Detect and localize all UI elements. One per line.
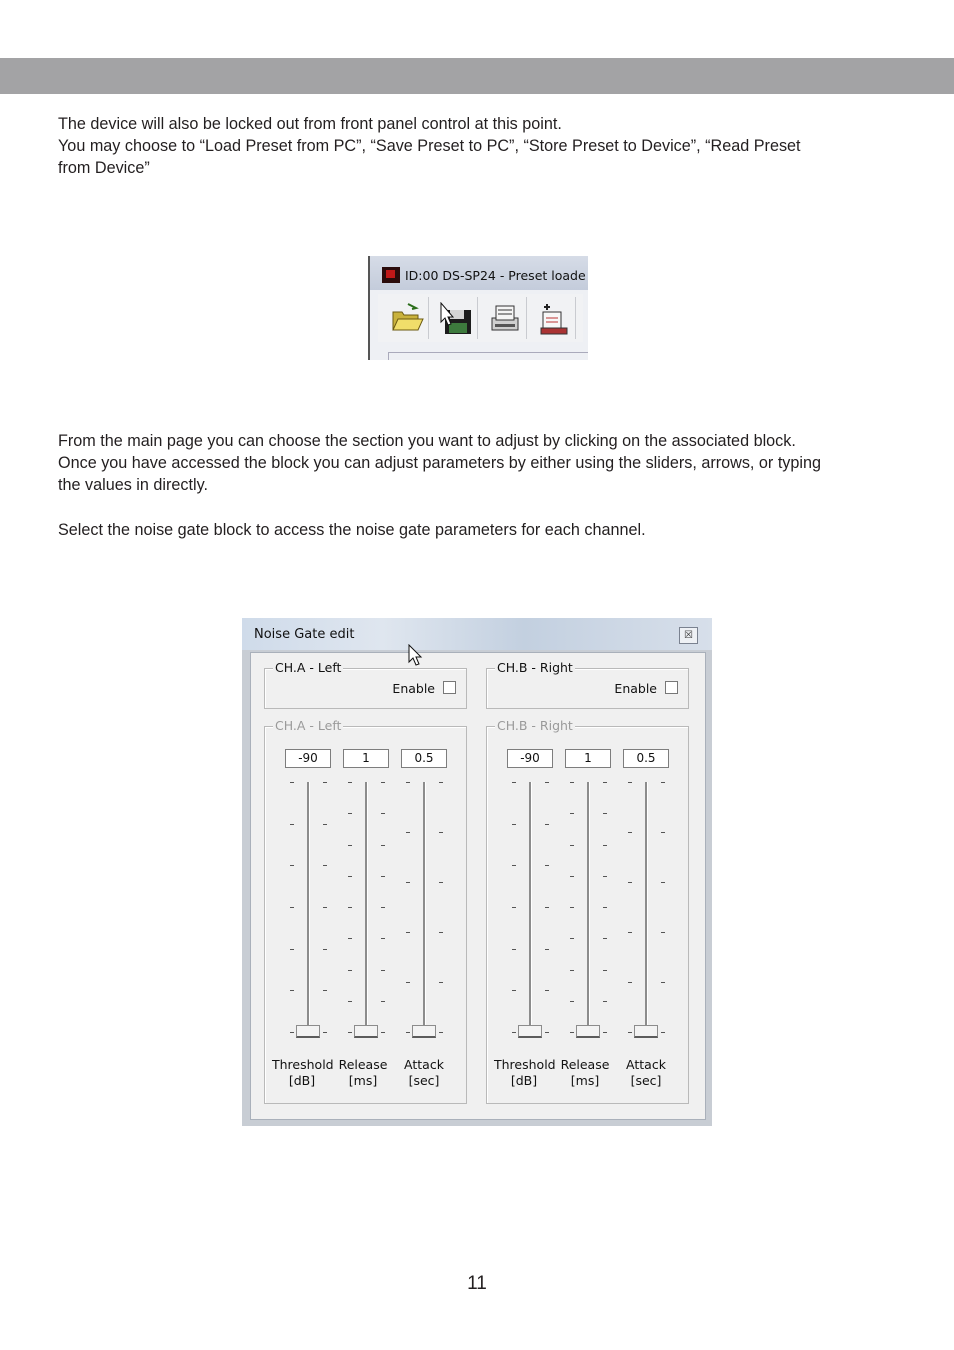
ch-b-params-group-label: CH.B - Right bbox=[497, 718, 573, 733]
slider-tick bbox=[512, 1032, 516, 1033]
attack-unit: [sec] bbox=[630, 1073, 662, 1088]
slider-track[interactable] bbox=[645, 782, 648, 1032]
noise-gate-dialog bbox=[242, 618, 712, 1126]
ch-a-enable-checkbox[interactable] bbox=[392, 681, 456, 696]
close-icon[interactable]: ☒ bbox=[679, 627, 698, 644]
slider-tick bbox=[628, 832, 632, 833]
slider-tick bbox=[570, 876, 574, 877]
intro-line-2: You may choose to “Load Preset from PC”, “Save Preset to PC”, “Store Preset to Device”, “Read Preset bbox=[58, 137, 801, 155]
slider-tick bbox=[545, 865, 549, 866]
slider-tick bbox=[381, 970, 385, 971]
save-preset-to-pc-button[interactable] bbox=[433, 297, 478, 339]
ch-b-release-input[interactable]: 1 bbox=[565, 749, 611, 768]
slider-tick bbox=[545, 782, 549, 783]
slider-tick bbox=[439, 932, 443, 933]
checkbox-icon bbox=[665, 681, 678, 694]
slider-tick bbox=[512, 782, 516, 783]
slider-tick bbox=[381, 1032, 385, 1033]
slider-tick bbox=[570, 938, 574, 939]
slider-tick bbox=[570, 782, 574, 783]
slider-tick bbox=[439, 782, 443, 783]
ch-b-threshold-label bbox=[494, 1057, 554, 1089]
slider-tick bbox=[603, 1032, 607, 1033]
preset-toolbar-window bbox=[368, 256, 588, 360]
noise-gate-body bbox=[250, 652, 706, 1120]
release-unit: [ms] bbox=[348, 1073, 378, 1088]
slider-tick bbox=[603, 970, 607, 971]
slider-tick bbox=[323, 949, 327, 950]
noise-gate-paragraph: Select the noise gate block to access the noise gate parameters for each channel. bbox=[58, 521, 646, 539]
slider-tick bbox=[439, 982, 443, 983]
device-store-icon bbox=[488, 302, 522, 334]
toolbar-window-content-edge bbox=[388, 352, 588, 360]
noise-gate-titlebar[interactable] bbox=[242, 618, 712, 650]
ch-b-enable-checkbox[interactable] bbox=[614, 681, 678, 696]
slider-tick bbox=[512, 990, 516, 991]
store-preset-to-device-button[interactable] bbox=[482, 297, 527, 339]
slider-tick bbox=[661, 882, 665, 883]
adjust-line-3: the values in directly. bbox=[58, 476, 208, 494]
slider-tick bbox=[406, 1032, 410, 1033]
slider-tick bbox=[628, 932, 632, 933]
ch-b-enable-label: Enable bbox=[614, 681, 657, 696]
slider-tick bbox=[512, 907, 516, 908]
slider-tick bbox=[512, 824, 516, 825]
slider-tick bbox=[661, 782, 665, 783]
slider-tick bbox=[290, 824, 294, 825]
slider-tick bbox=[603, 845, 607, 846]
slider-tick bbox=[381, 907, 385, 908]
slider-track[interactable] bbox=[423, 782, 426, 1032]
slider-tick bbox=[661, 1032, 665, 1033]
ch-a-attack-input[interactable]: 0.5 bbox=[401, 749, 447, 768]
ch-b-enable-group bbox=[486, 660, 689, 709]
slider-track[interactable] bbox=[587, 782, 590, 1032]
intro-line-3: from Device” bbox=[58, 159, 150, 177]
noise-gate-title: Noise Gate edit bbox=[254, 627, 355, 642]
threshold-unit: [dB] bbox=[288, 1073, 316, 1088]
slider-tick bbox=[323, 907, 327, 908]
slider-tick bbox=[661, 832, 665, 833]
slider-tick bbox=[439, 1032, 443, 1033]
ch-a-enable-group bbox=[264, 660, 467, 709]
slider-tick bbox=[603, 876, 607, 877]
slider-tick bbox=[545, 824, 549, 825]
checkbox-icon bbox=[443, 681, 456, 694]
slider-tick bbox=[545, 949, 549, 950]
slider-tick bbox=[570, 845, 574, 846]
slider-thumb[interactable] bbox=[296, 1025, 320, 1038]
page-number: 11 bbox=[467, 1273, 487, 1294]
slider-thumb[interactable] bbox=[634, 1025, 658, 1038]
slider-tick bbox=[290, 990, 294, 991]
ch-a-attack-label bbox=[394, 1057, 454, 1089]
ch-b-threshold-input[interactable]: -90 bbox=[507, 749, 553, 768]
slider-track[interactable] bbox=[365, 782, 368, 1032]
threshold-unit: [dB] bbox=[510, 1073, 538, 1088]
ch-a-threshold-label bbox=[272, 1057, 332, 1089]
slider-thumb[interactable] bbox=[518, 1025, 542, 1038]
slider-tick bbox=[603, 907, 607, 908]
slider-tick bbox=[348, 970, 352, 971]
slider-tick bbox=[323, 1032, 327, 1033]
ch-b-release-label bbox=[555, 1057, 615, 1089]
slider-tick bbox=[661, 932, 665, 933]
slider-thumb[interactable] bbox=[354, 1025, 378, 1038]
slider-tick bbox=[603, 782, 607, 783]
slider-tick bbox=[348, 876, 352, 877]
ch-a-params-group-label: CH.A - Left bbox=[275, 718, 342, 733]
device-read-icon bbox=[537, 302, 571, 336]
ch-a-release-input[interactable]: 1 bbox=[343, 749, 389, 768]
slider-tick bbox=[406, 882, 410, 883]
ch-b-params-group bbox=[486, 718, 689, 1104]
ch-b-attack-input[interactable]: 0.5 bbox=[623, 749, 669, 768]
slider-tick bbox=[628, 882, 632, 883]
open-folder-icon bbox=[390, 302, 424, 334]
slider-tick bbox=[381, 845, 385, 846]
slider-tick bbox=[381, 782, 385, 783]
toolbar-window-title: ID:00 DS-SP24 - Preset loade bbox=[405, 268, 586, 283]
slider-tick bbox=[628, 1032, 632, 1033]
attack-label: Attack bbox=[626, 1057, 666, 1072]
slider-tick bbox=[348, 782, 352, 783]
slider-tick bbox=[570, 1001, 574, 1002]
ch-a-release-label bbox=[333, 1057, 393, 1089]
release-label: Release bbox=[338, 1057, 388, 1072]
read-preset-from-device-button[interactable] bbox=[531, 297, 576, 339]
slider-tick bbox=[603, 1001, 607, 1002]
slider-tick bbox=[290, 782, 294, 783]
slider-track[interactable] bbox=[307, 782, 310, 1032]
slider-thumb[interactable] bbox=[576, 1025, 600, 1038]
slider-tick bbox=[381, 876, 385, 877]
slider-tick bbox=[628, 782, 632, 783]
slider-tick bbox=[381, 938, 385, 939]
slider-tick bbox=[512, 949, 516, 950]
slider-tick bbox=[323, 782, 327, 783]
ch-a-enable-label: Enable bbox=[392, 681, 435, 696]
slider-tick bbox=[661, 982, 665, 983]
slider-tick bbox=[348, 813, 352, 814]
slider-tick bbox=[406, 982, 410, 983]
slider-tick bbox=[381, 1001, 385, 1002]
slider-tick bbox=[348, 845, 352, 846]
adjust-line-1: From the main page you can choose the section you want to adjust by clicking on the associated block. bbox=[58, 432, 796, 450]
header-band bbox=[0, 58, 954, 94]
slider-tick bbox=[570, 970, 574, 971]
slider-tick bbox=[545, 1032, 549, 1033]
intro-paragraph bbox=[58, 113, 908, 179]
toolbar-window-titlebar bbox=[370, 256, 588, 290]
attack-label: Attack bbox=[404, 1057, 444, 1072]
app-icon bbox=[382, 267, 400, 283]
slider-tick bbox=[290, 1032, 294, 1033]
preset-toolbar bbox=[378, 294, 583, 342]
slider-tick bbox=[545, 907, 549, 908]
adjust-line-2: Once you have accessed the block you can adjust parameters by either using the sliders, arrows, or typing bbox=[58, 454, 822, 472]
ch-b-attack-label bbox=[616, 1057, 676, 1089]
release-label: Release bbox=[560, 1057, 610, 1072]
slider-tick bbox=[290, 907, 294, 908]
slider-tick bbox=[603, 813, 607, 814]
ch-b-enable-group-label: CH.B - Right bbox=[497, 660, 573, 675]
slider-tick bbox=[545, 990, 549, 991]
slider-tick bbox=[290, 865, 294, 866]
slider-tick bbox=[323, 865, 327, 866]
slider-track[interactable] bbox=[529, 782, 532, 1032]
floppy-disk-icon bbox=[439, 302, 473, 336]
slider-tick bbox=[290, 949, 294, 950]
slider-tick bbox=[603, 938, 607, 939]
slider-tick bbox=[323, 824, 327, 825]
slider-tick bbox=[570, 1032, 574, 1033]
attack-unit: [sec] bbox=[408, 1073, 440, 1088]
slider-tick bbox=[348, 1001, 352, 1002]
release-unit: [ms] bbox=[570, 1073, 600, 1088]
ch-a-enable-group-label: CH.A - Left bbox=[275, 660, 342, 675]
slider-tick bbox=[439, 832, 443, 833]
adjust-paragraph bbox=[58, 430, 908, 496]
slider-tick bbox=[512, 865, 516, 866]
intro-line-1: The device will also be locked out from front panel control at this point. bbox=[58, 115, 562, 133]
slider-tick bbox=[570, 813, 574, 814]
ch-a-threshold-input[interactable]: -90 bbox=[285, 749, 331, 768]
slider-tick bbox=[348, 1032, 352, 1033]
threshold-label: Threshold bbox=[494, 1057, 556, 1072]
threshold-label: Threshold bbox=[272, 1057, 334, 1072]
slider-tick bbox=[628, 982, 632, 983]
slider-tick bbox=[348, 938, 352, 939]
load-preset-from-pc-button[interactable] bbox=[384, 297, 429, 339]
slider-tick bbox=[406, 832, 410, 833]
mouse-cursor-icon bbox=[408, 644, 424, 668]
slider-tick bbox=[439, 882, 443, 883]
slider-thumb[interactable] bbox=[412, 1025, 436, 1038]
ch-a-params-group bbox=[264, 718, 467, 1104]
slider-tick bbox=[381, 813, 385, 814]
slider-tick bbox=[348, 907, 352, 908]
slider-tick bbox=[570, 907, 574, 908]
slider-tick bbox=[406, 782, 410, 783]
slider-tick bbox=[406, 932, 410, 933]
slider-tick bbox=[323, 990, 327, 991]
